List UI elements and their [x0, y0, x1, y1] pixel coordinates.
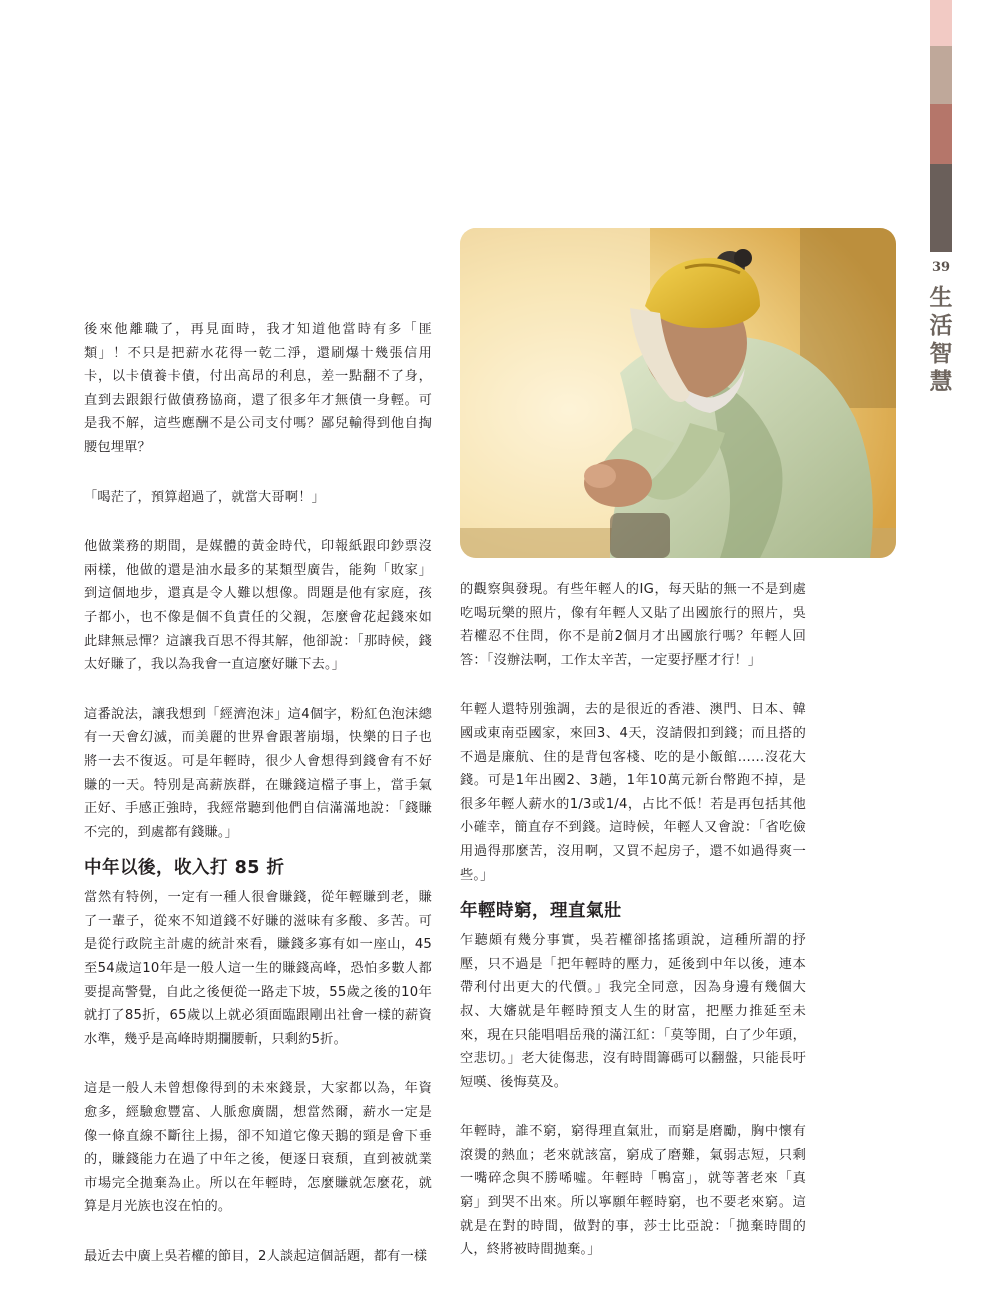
page-number: 39 — [931, 260, 951, 275]
paragraph: 年輕時，誰不窮，窮得理直氣壯，而窮是磨勵，胸中懷有滾燙的熱血；老來就該富，窮成了磨難，氣弱志短，只剩一嘴碎念與不勝唏噓。年輕時「鴨富」，就等著老來「真窮」到哭不出來。所以寧願年輕時窮，也不要老來窮。這就是在對的時間，做對的事，莎士比亞說：「拋棄時間的人，終將被時間拋棄。」 — [460, 1124, 806, 1258]
article-photo — [460, 228, 896, 558]
color-strip-4 — [930, 164, 952, 252]
paragraph: 的觀察與發現。有些年輕人的IG，每天貼的無一不是到處吃喝玩樂的照片，像有年輕人又貼了出國旅行的照片，吳若權忍不住問，你不是前2個月才出國旅行嗎？年輕人回答：「沒辦法啊，工作太辛苦，一定要抒壓才行！」 — [460, 582, 806, 668]
section-heading: 年輕時窮，理直氣壯 — [460, 901, 622, 922]
paragraph: 年輕人還特別強調，去的是很近的香港、澳門、日本、韓國或東南亞國家，來回3、4天，沒請假扣到錢；而且搭的不過是廉航、住的是背包客棧、吃的是小飯館……沒花大錢。可是1年出國2、3趟，1年10萬元新台幣跑不掉，是很多年輕人薪水的1/3或1/4，占比不低！若是再包括其他小確幸，簡直存不到錢。這時候，年輕人又會說：「省吃儉用過得那麼苦，沒用啊，又買不起房子，還不如過得爽一些。」 — [460, 702, 806, 883]
paragraph: 乍聽頗有幾分事實，吳若權卻搖搖頭說，這種所謂的抒壓，只不過是「把年輕時的壓力，延後到中年以後，連本帶利付出更大的代價。」我完全同意，因為身邊有幾個大叔、大嬸就是年輕時預支人生的財富，把壓力推延至未來，現在只能唱唱岳飛的滿江紅：「莫等閒，白了少年頭，空悲切。」老大徒傷悲，沒有時間籌碼可以翻盤，只能長吁短嘆、後悔莫及。 — [460, 933, 806, 1090]
section-heading: 中年以後，收入打 85 折 — [84, 858, 285, 879]
elderly-man-illustration — [460, 228, 896, 558]
right-column — [460, 578, 806, 1288]
color-strip-2 — [930, 46, 952, 104]
paragraph: 他做業務的期間，是媒體的黃金時代，印報紙跟印鈔票沒兩樣，他做的還是油水最多的某類型廣告，能夠「敗家」到這個地步，還真是令人難以想像。問題是他有家庭，孩子都小，也不像是個不負責任的父親，怎麼會花起錢來如此肆無忌憚？這讓我百思不得其解，他卻說：「那時候，錢太好賺了，我以為我會一直這麼好賺下去。」 — [84, 539, 432, 673]
section-title-char: 生 — [929, 284, 953, 311]
paragraph: 這番說法，讓我想到「經濟泡沫」這4個字，粉紅色泡沫總有一天會幻滅，而美麗的世界會跟著崩塌，快樂的日子也將一去不復返。可是年輕時，很少人會想得到錢會有不好賺的一天。特別是高薪族群，在賺錢這檔子事上，當手氣正好、手感正強時，我經常聽到他們自信滿滿地說：「錢賺不完的，到處都有錢賺。」 — [84, 706, 432, 840]
color-strip-1 — [930, 0, 952, 46]
section-title-char: 智 — [929, 340, 953, 367]
paragraph: 這是一般人未曾想像得到的未來錢景，大家都以為，年資愈多，經驗愈豐富、人脈愈廣闊，想當然爾，薪水一定是像一條直線不斷往上揚，卻不知道它像天鵝的頸是會下垂的，賺錢能力在過了中年之後，便逐日衰頹，直到被就業市場完全拋棄為止。所以在年輕時，怎麼賺就怎麼花，就算是月光族也沒在怕的。 — [84, 1081, 432, 1215]
paragraph: 「喝茫了，預算超過了，就當大哥啊！」 — [84, 489, 325, 505]
color-strip-3 — [930, 104, 952, 164]
section-title-char: 慧 — [929, 368, 953, 395]
paragraph: 後來他離職了，再見面時，我才知道他當時有多「匪類」！不只是把薪水花得一乾二淨，還刷爆十幾張信用卡，以卡債養卡債，付出高昂的利息，差一點翻不了身，直到去跟銀行做債務協商，還了很多年才無債一身輕。可是我不解，這些應酬不是公司支付嗎？鄙兒輸得到他自掏腰包埋單？ — [84, 322, 432, 455]
section-title — [928, 284, 954, 396]
left-column — [84, 318, 432, 1295]
paragraph: 當然有特例，一定有一種人很會賺錢，從年輕賺到老，賺了一輩子，從來不知道錢不好賺的滋味有多酸、多苦。可是從行政院主計處的統計來看，賺錢多寡有如一座山，45至54歲這10年是一般人這一生的賺錢高峰，恐怕多數人都要提高警覺，自此之後便從一路走下坡，55歲之後的10年就打了85折，65歲以上就必須面臨跟剛出社會一樣的薪資水準，幾乎是高峰時期攔腰斬，只剩約5折。 — [84, 890, 432, 1047]
paragraph: 最近去中廣上吳若權的節目，2人談起這個話題，都有一樣 — [84, 1249, 428, 1264]
section-title-char: 活 — [929, 312, 953, 339]
